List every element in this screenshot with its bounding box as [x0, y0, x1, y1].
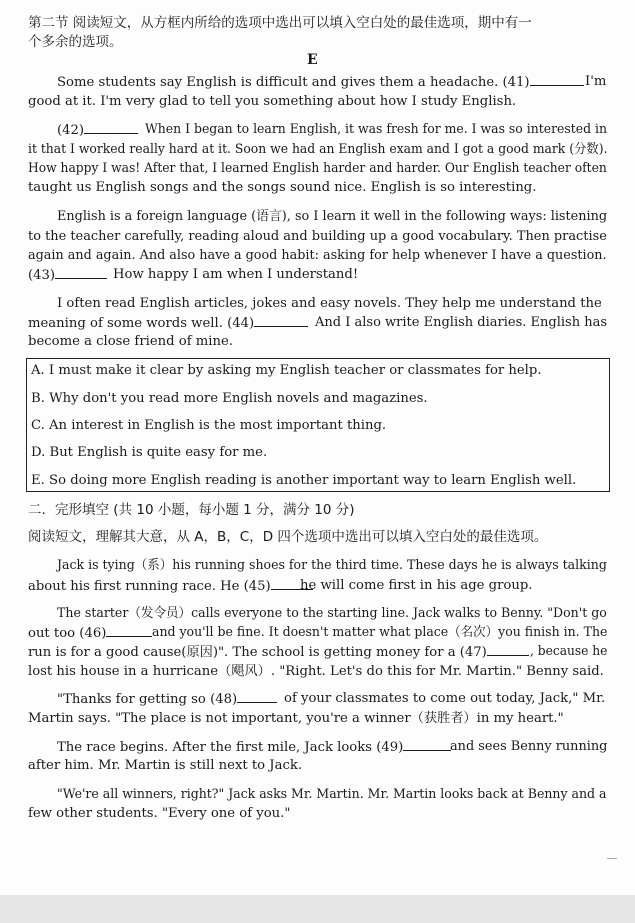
passage-line: English is a foreign language (语言), so I learn it well in the following ways: listening [57, 209, 608, 224]
passage-line: after him. Mr. Martin is still next to Jack. [28, 758, 303, 773]
answer-blank-42[interactable] [84, 121, 138, 134]
option-text: An interest in English is the most important thing. [49, 418, 387, 433]
passage-text: meaning of some words well. (44) [28, 316, 255, 331]
scan-mark [607, 858, 617, 859]
passage-line [57, 690, 277, 709]
option-c[interactable] [31, 417, 386, 435]
passage-text: (43) [28, 268, 56, 283]
passage-line: The starter（发令员）calls everyone to the starting line. Jack walks to Benny. "Don't go [57, 606, 607, 621]
passage-text: run is for a good cause(原因)". The school is getting money for a (47) [28, 645, 487, 660]
passage-line: to the teacher carefully, reading aloud and building up a good vocabulary. Then practise [28, 229, 607, 244]
passage-line: good at it. I'm very glad to tell you something about how I study English. [28, 94, 517, 109]
answer-blank-41[interactable] [530, 73, 584, 86]
option-text: But English is quite easy for me. [49, 445, 268, 460]
options-box [26, 358, 610, 492]
passage-text: Some students say English is difficult and gives them a headache. (41) [57, 75, 530, 90]
passage-text: and sees Benny running [450, 739, 608, 754]
passage-text: And I also write English diaries. English has [315, 315, 608, 330]
option-text: So doing more English reading is another important way to learn English well. [49, 473, 577, 488]
passage-line [28, 643, 529, 662]
answer-blank-44[interactable] [254, 314, 308, 327]
option-a[interactable] [31, 362, 542, 380]
passage-line: Martin says. "The place is not important, you're a winner（获胜者）in my heart." [28, 711, 564, 726]
passage-text: , because he [530, 644, 608, 659]
option-letter: A. [31, 363, 45, 378]
passage-text: about his first running race. He (45) [28, 579, 271, 594]
section-instruction-line1: 第二节 阅读短文，从方框内所给的选项中选出可以填入空白处的最佳选项，期中有一 [28, 15, 532, 31]
passage-text: "Thanks for getting so (48) [57, 692, 238, 707]
passage-line: again and again. And also have a good habit: asking for help whenever I have a question. [28, 248, 607, 263]
answer-blank-49[interactable] [403, 738, 451, 751]
option-letter: B. [31, 391, 45, 406]
passage-text: (42) [57, 123, 85, 138]
passage-line: Jack is tying（系）his running shoes for the third time. These days he is always talking [57, 558, 607, 573]
passage-line: "We're all winners, right?" Jack asks Mr. Martin. Mr. Martin looks back at Benny and a [57, 787, 607, 802]
passage-title: E [307, 52, 318, 68]
passage-text: he will come first in his age group. [300, 578, 533, 593]
part2-heading: 二．完形填空 (共 10 小题，每小题 1 分，满分 10 分) [28, 502, 355, 518]
option-text: I must make it clear by asking my English teacher or classmates for help. [48, 363, 542, 378]
passage-line [57, 738, 451, 757]
passage-text: and you'll be fine. It doesn't matter what place（名次）you finish in. The [152, 625, 608, 640]
page-bottom-band [0, 895, 635, 923]
passage-text: of your classmates to come out today, Jack," Mr. [284, 691, 606, 706]
passage-text: When I began to learn English, it was fresh for me. I was so interested in [145, 122, 608, 137]
part2-instruction: 阅读短文，理解其大意，从 A，B，C，D 四个选项中选出可以填入空白处的最佳选项。 [28, 529, 548, 545]
passage-line [57, 73, 584, 92]
option-letter: D. [31, 445, 46, 460]
passage-line [28, 577, 313, 596]
passage-line [28, 314, 308, 333]
option-d[interactable] [31, 444, 267, 462]
answer-blank-47[interactable] [487, 643, 529, 656]
answer-blank-46[interactable] [106, 624, 152, 637]
option-text: Why don't you read more English novels and magazines. [49, 391, 428, 406]
answer-blank-48[interactable] [237, 690, 277, 703]
passage-line: taught us English songs and the songs sound nice. English is so interesting. [28, 180, 537, 195]
option-e[interactable] [31, 472, 576, 490]
passage-line [28, 266, 107, 285]
passage-line: How happy I was! After that, I learned English harder and harder. Our English teacher often [28, 161, 607, 176]
passage-text: I'm [585, 74, 607, 89]
passage-line: I often read English articles, jokes and easy novels. They help me understand the [57, 296, 602, 311]
option-letter: E. [31, 473, 45, 488]
passage-text: The race begins. After the first mile, Jack looks (49) [57, 740, 404, 755]
passage-line: lost his house in a hurricane（飓风）. "Right. Let's do this for Mr. Martin." Benny said. [28, 664, 604, 679]
passage-text: How happy I am when I understand! [113, 267, 359, 282]
passage-line [28, 624, 152, 643]
passage-line: it that I worked really hard at it. Soon we had an English exam and I got a good mark (分数). [28, 142, 608, 157]
option-b[interactable] [31, 390, 428, 408]
passage-line: few other students. "Every one of you." [28, 806, 291, 821]
passage-text: out too (46) [28, 626, 107, 641]
answer-blank-43[interactable] [55, 266, 107, 279]
section-instruction-line2: 个多余的选项。 [28, 34, 123, 50]
passage-line [57, 121, 138, 140]
option-letter: C. [31, 418, 45, 433]
passage-line: become a close friend of mine. [28, 334, 233, 349]
